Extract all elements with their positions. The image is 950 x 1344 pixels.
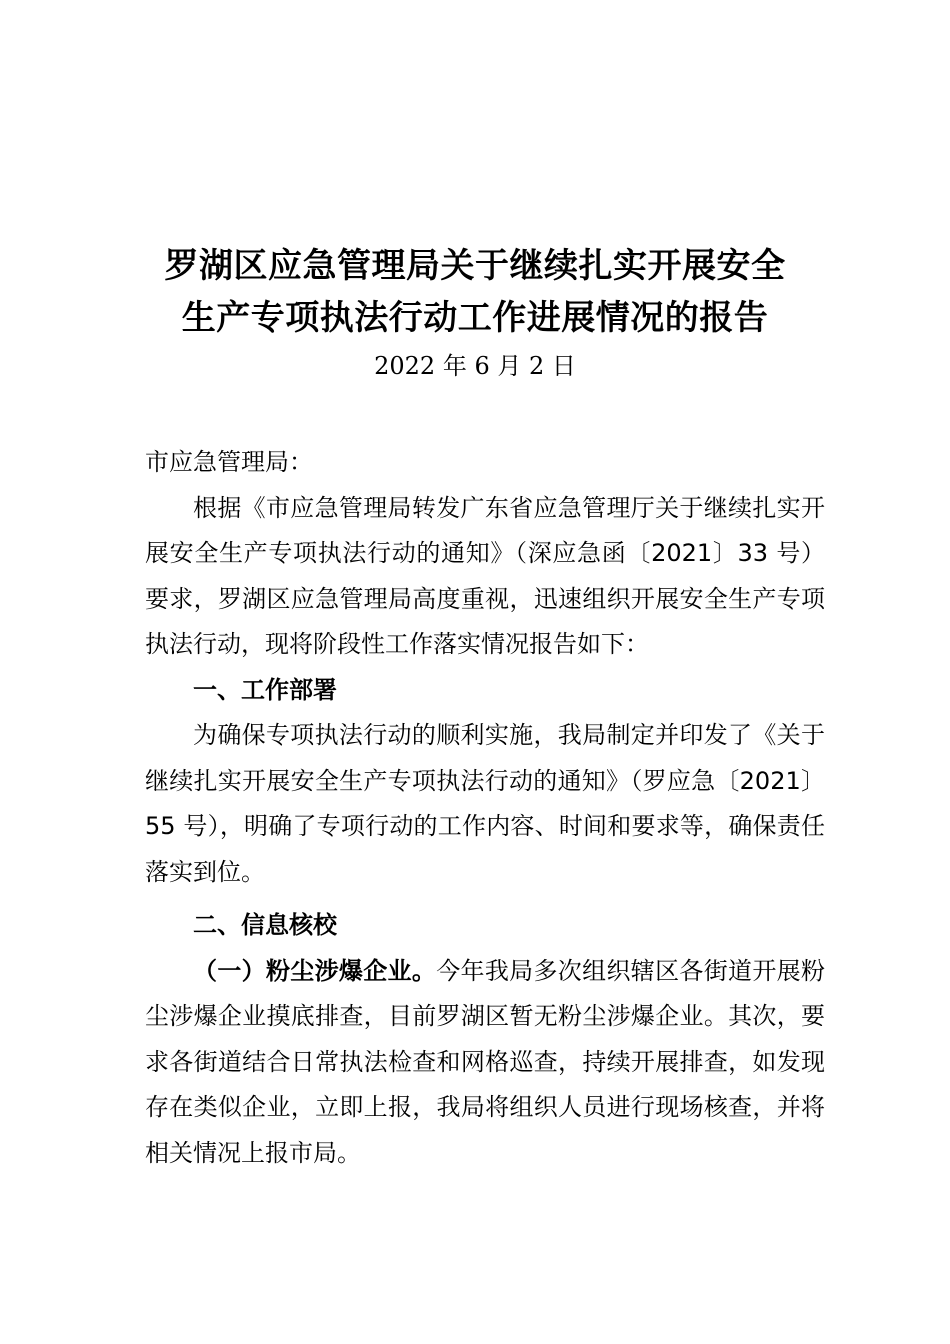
- subsection-title-dust-explosion: （一）粉尘涉爆企业。: [193, 956, 437, 985]
- document-date: 2022 年 6 月 2 日: [374, 352, 576, 380]
- document-body: [145, 440, 825, 1176]
- paragraph-intro: 根据《市应急管理局转发广东省应急管理厅关于继续扎实开展安全生产专项执法行动的通知》（深应急函〔2021〕33 号）要求，罗湖区应急管理局高度重视，迅速组织开展安全生产专项执法行动，现将阶段性工作落实情况报告如下：: [145, 493, 825, 658]
- paragraph-work-deployment: 为确保专项执法行动的顺利实施，我局制定并印发了《关于继续扎实开展安全生产专项执法行动的通知》（罗应急〔2021〕55 号），明确了专项行动的工作内容、时间和要求等，确保责任落实到位。: [145, 721, 825, 886]
- section-heading-work-deployment: 一、工作部署: [193, 675, 337, 704]
- paragraph-dust-explosion: [145, 949, 825, 1177]
- addressee: 市应急管理局：: [145, 448, 313, 476]
- section-heading-info-verification: 二、信息核校: [193, 911, 337, 939]
- subsection-text-dust-explosion: 今年我局多次组织辖区各街道开展粉 尘涉爆企业摸底排查，目前罗湖区暂无粉尘涉爆企业。其次，要求各街道结合日常执法检查和网格巡查，持续开展排查，如发现存在类似企业，立即上报，我局将组织人员进行现场核查，并将相关情况上报市局。: [145, 956, 826, 1167]
- document-title-line-2: 生产专项执法行动工作进展情况的报告: [181, 298, 769, 338]
- document-title-line-1: 罗湖区应急管理局关于继续扎实开展安全: [164, 246, 786, 286]
